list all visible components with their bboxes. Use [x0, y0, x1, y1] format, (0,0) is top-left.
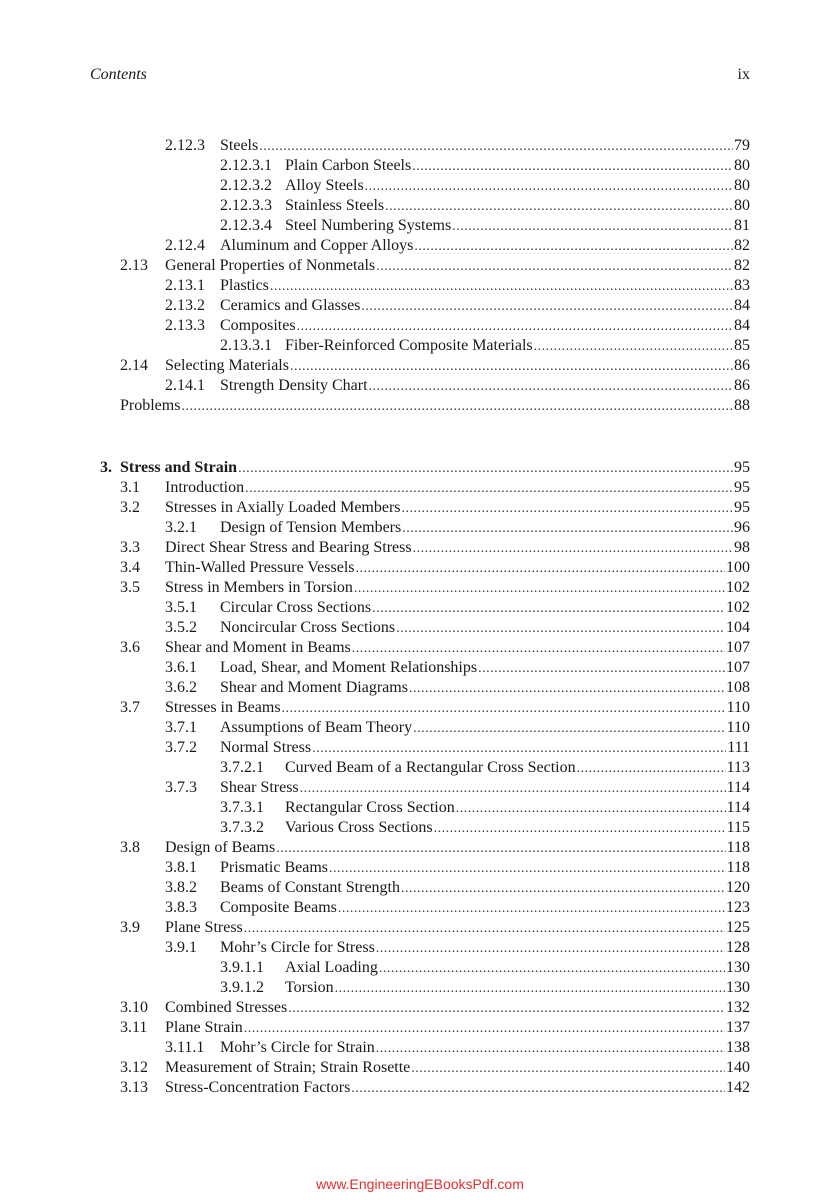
- toc-entry[interactable]: [165, 296, 750, 316]
- toc-entry-page-number: 114: [726, 799, 750, 816]
- toc-entry[interactable]: [165, 658, 750, 678]
- toc-entry-title: Direct Shear Stress and Bearing Stress: [165, 539, 412, 556]
- toc-entry[interactable]: [120, 356, 750, 376]
- toc-entry[interactable]: [120, 256, 750, 276]
- toc-entry-title: Plane Stress: [165, 919, 243, 936]
- toc-entry-number: 3.12: [120, 1059, 148, 1076]
- toc-entry-title: Composite Beams: [220, 899, 337, 916]
- toc-entry[interactable]: [120, 578, 750, 598]
- dot-leader: [335, 979, 725, 999]
- toc-entry[interactable]: [220, 336, 750, 356]
- toc-entry-title: Alloy Steels: [285, 177, 364, 194]
- toc-entry-number: 2.13.3: [165, 317, 205, 334]
- dot-leader: [376, 1039, 725, 1059]
- dot-leader: [352, 639, 725, 659]
- toc-entry[interactable]: [220, 958, 750, 978]
- toc-entry-page-number: 115: [726, 819, 750, 836]
- toc-entry[interactable]: [220, 156, 750, 176]
- dot-leader: [413, 539, 733, 559]
- toc-entry-page-number: 80: [734, 197, 750, 214]
- dot-leader: [365, 177, 733, 197]
- toc-entry[interactable]: [120, 1078, 750, 1098]
- dot-leader: [297, 317, 733, 337]
- toc-entry[interactable]: [165, 1038, 750, 1058]
- toc-entry-title: Shear and Moment Diagrams: [220, 679, 408, 696]
- toc-entry[interactable]: [165, 878, 750, 898]
- toc-entry[interactable]: [220, 176, 750, 196]
- toc-entry-title: Shear Stress: [220, 779, 299, 796]
- toc-entry-page-number: 95: [734, 479, 750, 496]
- toc-entry-title: Stresses in Beams: [165, 699, 281, 716]
- toc-entry[interactable]: [165, 376, 750, 396]
- dot-leader: [259, 137, 733, 157]
- toc-entry[interactable]: [165, 316, 750, 336]
- toc-entry-title: Introduction: [165, 479, 245, 496]
- toc-entry-number: 3.7.3.2: [220, 819, 264, 836]
- dot-leader: [414, 237, 733, 257]
- toc-entry-number: 3.6.1: [165, 659, 197, 676]
- dot-leader: [402, 519, 733, 539]
- toc-entry-number: 2.12.3.4: [220, 217, 272, 234]
- toc-entry[interactable]: [220, 818, 750, 838]
- dot-leader: [478, 659, 725, 679]
- toc-entry-page-number: 118: [726, 859, 750, 876]
- toc-entry[interactable]: [165, 136, 750, 156]
- toc-entry-page-number: 137: [726, 1019, 750, 1036]
- dot-leader: [577, 759, 726, 779]
- toc-entry-number: 2.12.4: [165, 237, 205, 254]
- toc-entry[interactable]: [165, 858, 750, 878]
- dot-leader: [244, 1019, 725, 1039]
- dot-leader: [409, 679, 725, 699]
- dot-leader: [413, 719, 725, 739]
- toc-entry[interactable]: [120, 998, 750, 1018]
- toc-entry-page-number: 108: [726, 679, 750, 696]
- dot-leader: [379, 959, 725, 979]
- toc-entry-number: 3.9.1.2: [220, 979, 264, 996]
- toc-entry-title: Thin-Walled Pressure Vessels: [165, 559, 355, 576]
- toc-entry-title: Rectangular Cross Section: [285, 799, 455, 816]
- toc-entry-page-number: 142: [726, 1079, 750, 1096]
- toc-entry-page-number: 80: [734, 177, 750, 194]
- dot-leader: [276, 839, 725, 859]
- toc-entry-page-number: 84: [734, 297, 750, 314]
- toc-entry-number: 3.9.1.1: [220, 959, 264, 976]
- toc-entry[interactable]: [100, 458, 750, 478]
- toc-entry-number: 3.1: [120, 479, 140, 496]
- toc-entry-title: Circular Cross Sections: [220, 599, 372, 616]
- toc-entry-title: Steel Numbering Systems: [285, 217, 452, 234]
- toc-entry-page-number: 140: [726, 1059, 750, 1076]
- toc-entry[interactable]: [220, 196, 750, 216]
- toc-entry-number: 3.7.2: [165, 739, 197, 756]
- toc-entry-page-number: 82: [734, 237, 750, 254]
- dot-leader: [456, 799, 726, 819]
- toc-entry-title: Mohr’s Circle for Strain: [220, 1039, 375, 1056]
- toc-entry-number: 3.10: [120, 999, 148, 1016]
- toc-entry-page-number: 102: [726, 579, 750, 596]
- toc-entry[interactable]: [165, 618, 750, 638]
- toc-entry[interactable]: [120, 1018, 750, 1038]
- toc-entry-title: Mohr’s Circle for Stress: [220, 939, 375, 956]
- dot-leader: [376, 257, 733, 277]
- dot-leader: [452, 217, 733, 237]
- toc-entry-page-number: 85: [734, 337, 750, 354]
- toc-entry-page-number: 111: [727, 739, 750, 756]
- dot-leader: [411, 1059, 725, 1079]
- toc-entry-page-number: 80: [734, 157, 750, 174]
- toc-entry-number: 3.6: [120, 639, 140, 656]
- dot-leader: [238, 459, 733, 479]
- dot-leader: [534, 337, 733, 357]
- toc-entry-page-number: 98: [734, 539, 750, 556]
- toc-entry-title: Design of Beams: [165, 839, 276, 856]
- toc-entry-number: 3.13: [120, 1079, 148, 1096]
- toc-entry-number: 2.13: [120, 257, 148, 274]
- dot-leader: [401, 879, 725, 899]
- toc-entry-number: 2.12.3: [165, 137, 205, 154]
- toc-entry-title: Torsion: [285, 979, 334, 996]
- dot-leader: [372, 599, 725, 619]
- toc-entry-number: 2.12.3.3: [220, 197, 272, 214]
- dot-leader: [300, 779, 726, 799]
- toc-entry-number: 3.2.1: [165, 519, 197, 536]
- toc-entry-number: 3.5.2: [165, 619, 197, 636]
- toc-entry-title: Normal Stress: [220, 739, 312, 756]
- toc-entry-title: Strength Density Chart: [220, 377, 368, 394]
- toc-entry[interactable]: [165, 718, 750, 738]
- dot-leader: [351, 1079, 725, 1099]
- toc-entry-number: 2.13.3.1: [220, 337, 272, 354]
- toc-entry-page-number: 83: [734, 277, 750, 294]
- toc-entry-page-number: 88: [734, 397, 750, 414]
- toc-entry[interactable]: [165, 598, 750, 618]
- toc-entry-page-number: 86: [734, 357, 750, 374]
- toc-entry-title: Stress-Concentration Factors: [165, 1079, 351, 1096]
- toc-entry[interactable]: [220, 758, 750, 778]
- dot-leader: [312, 739, 726, 759]
- dot-leader: [412, 157, 733, 177]
- dot-leader: [181, 397, 733, 417]
- toc-entry-page-number: 110: [726, 719, 750, 736]
- toc-entry[interactable]: [165, 778, 750, 798]
- toc-entry-page-number: 110: [726, 699, 750, 716]
- toc-entry[interactable]: [120, 1058, 750, 1078]
- toc-entry-number: 3.11: [120, 1019, 148, 1036]
- toc-entry[interactable]: [120, 698, 750, 718]
- toc-entry-title: Steels: [220, 137, 259, 154]
- toc-entry-title: Assumptions of Beam Theory: [220, 719, 413, 736]
- toc-entry-page-number: 84: [734, 317, 750, 334]
- toc-entry-page-number: 138: [726, 1039, 750, 1056]
- toc-entry-page-number: 79: [734, 137, 750, 154]
- toc-entry-title: Aluminum and Copper Alloys: [220, 237, 414, 254]
- toc-entry-title: General Properties of Nonmetals: [165, 257, 376, 274]
- toc-entry[interactable]: [220, 978, 750, 998]
- toc-entry-title: Plane Strain: [165, 1019, 243, 1036]
- toc-entry-title: Noncircular Cross Sections: [220, 619, 396, 636]
- toc-entry-title: Problems: [120, 397, 181, 414]
- dot-leader: [402, 499, 733, 519]
- toc-entry-page-number: 114: [726, 779, 750, 796]
- dot-leader: [290, 357, 733, 377]
- toc-entry-page-number: 132: [726, 999, 750, 1016]
- toc-entry-page-number: 95: [734, 459, 750, 476]
- dot-leader: [338, 899, 725, 919]
- toc-entry[interactable]: [165, 518, 750, 538]
- toc-entry-number: 2.14: [120, 357, 148, 374]
- toc-entry[interactable]: [120, 498, 750, 518]
- toc-entry-number: 3.5: [120, 579, 140, 596]
- toc-entry-title: Composites: [220, 317, 296, 334]
- toc-entry-title: Load, Shear, and Moment Relationships: [220, 659, 478, 676]
- dot-leader: [354, 579, 725, 599]
- toc-entry-title: Stress and Strain: [120, 459, 238, 476]
- dot-leader: [288, 999, 725, 1019]
- toc-entry-title: Design of Tension Members: [220, 519, 402, 536]
- toc-entry-title: Shear and Moment in Beams: [165, 639, 351, 656]
- toc-entry-page-number: 107: [726, 659, 750, 676]
- toc-entry[interactable]: [165, 276, 750, 296]
- toc-entry[interactable]: [165, 236, 750, 256]
- toc-entry-page-number: 96: [734, 519, 750, 536]
- toc-entry-number: 3.7.3: [165, 779, 197, 796]
- toc-entry-title: Stresses in Axially Loaded Members: [165, 499, 401, 516]
- dot-leader: [369, 377, 733, 397]
- toc-entry-number: 3.7: [120, 699, 140, 716]
- toc-entry-page-number: 82: [734, 257, 750, 274]
- toc-entry-number: 3.7.3.1: [220, 799, 264, 816]
- toc-entry-number: 3.8: [120, 839, 140, 856]
- dot-leader: [376, 939, 725, 959]
- dot-leader: [361, 297, 733, 317]
- toc-entry[interactable]: [120, 838, 750, 858]
- toc-entry-page-number: 113: [726, 759, 750, 776]
- toc-entry-page-number: 118: [726, 839, 750, 856]
- toc-entry[interactable]: [120, 558, 750, 578]
- toc-entry[interactable]: [120, 918, 750, 938]
- toc-entry-title: Prismatic Beams: [220, 859, 328, 876]
- toc-entry-page-number: 128: [726, 939, 750, 956]
- toc-entry-title: Stress in Members in Torsion: [165, 579, 353, 596]
- toc-entry-number: 2.14.1: [165, 377, 205, 394]
- toc-entry-page-number: 130: [726, 959, 750, 976]
- toc-entry-number: 3.5.1: [165, 599, 197, 616]
- toc-entry-page-number: 102: [726, 599, 750, 616]
- toc-entry[interactable]: [120, 638, 750, 658]
- toc-entry-number: 3.8.1: [165, 859, 197, 876]
- toc-entry-number: 2.13.1: [165, 277, 205, 294]
- dot-leader: [282, 699, 726, 719]
- dot-leader: [245, 479, 733, 499]
- running-header-page-number: ix: [737, 66, 750, 83]
- toc-entry-title: Plastics: [220, 277, 269, 294]
- footer-website-link[interactable]: www.EngineeringEBooksPdf.com: [316, 1176, 524, 1192]
- toc-entry-title: Beams of Constant Strength: [220, 879, 400, 896]
- toc-entry-number: 3.11.1: [165, 1039, 205, 1056]
- dot-leader: [385, 197, 733, 217]
- toc-entry-number: 3.6.2: [165, 679, 197, 696]
- toc-entry-title: Plain Carbon Steels: [285, 157, 412, 174]
- dot-leader: [329, 859, 726, 879]
- dot-leader: [244, 919, 725, 939]
- toc-entry[interactable]: [120, 396, 750, 416]
- toc-entry[interactable]: [220, 216, 750, 236]
- toc-entry-title: Stainless Steels: [285, 197, 385, 214]
- toc-entry-page-number: 107: [726, 639, 750, 656]
- toc-entry-number: 3.8.3: [165, 899, 197, 916]
- toc-entry-title: Ceramics and Glasses: [220, 297, 361, 314]
- toc-entry-number: 2.13.2: [165, 297, 205, 314]
- toc-entry[interactable]: [220, 798, 750, 818]
- toc-entry[interactable]: [120, 538, 750, 558]
- toc-entry-number: 3.3: [120, 539, 140, 556]
- toc-entry-number: 3.9.1: [165, 939, 197, 956]
- toc-entry-page-number: 104: [726, 619, 750, 636]
- toc-entry-page-number: 95: [734, 499, 750, 516]
- toc-entry-page-number: 81: [734, 217, 750, 234]
- toc-entry[interactable]: [165, 738, 750, 758]
- toc-entry-number: 2.12.3.2: [220, 177, 272, 194]
- toc-entry-title: Fiber-Reinforced Composite Materials: [285, 337, 533, 354]
- toc-entry-title: Combined Stresses: [165, 999, 288, 1016]
- toc-entry[interactable]: [165, 938, 750, 958]
- dot-leader: [434, 819, 726, 839]
- toc-entry-number: 3.2: [120, 499, 140, 516]
- toc-entry-page-number: 130: [726, 979, 750, 996]
- toc-entry[interactable]: [120, 478, 750, 498]
- toc-entry-number: 3.4: [120, 559, 140, 576]
- toc-entry-number: 3.7.1: [165, 719, 197, 736]
- dot-leader: [396, 619, 725, 639]
- toc-entry-title: Various Cross Sections: [285, 819, 433, 836]
- toc-entry[interactable]: [165, 678, 750, 698]
- toc-entry-number: 3.8.2: [165, 879, 197, 896]
- toc-entry-page-number: 120: [726, 879, 750, 896]
- toc-entry-number: 3.9: [120, 919, 140, 936]
- toc-entry-number: 2.12.3.1: [220, 157, 272, 174]
- running-header-title: Contents: [90, 66, 147, 83]
- toc-entry-title: Axial Loading: [285, 959, 378, 976]
- toc-entry-number: 3.7.2.1: [220, 759, 264, 776]
- toc-entry[interactable]: [165, 898, 750, 918]
- toc-entry-page-number: 86: [734, 377, 750, 394]
- toc-entry-title: Selecting Materials: [165, 357, 289, 374]
- toc-entry-title: Curved Beam of a Rectangular Cross Section: [285, 759, 576, 776]
- dot-leader: [356, 559, 726, 579]
- toc-entry-title: Measurement of Strain; Strain Rosette: [165, 1059, 411, 1076]
- toc-entry-number: 3.: [100, 459, 112, 476]
- dot-leader: [270, 277, 733, 297]
- toc-entry-page-number: 125: [726, 919, 750, 936]
- toc-entry-page-number: 100: [726, 559, 750, 576]
- toc-entry-page-number: 123: [726, 899, 750, 916]
